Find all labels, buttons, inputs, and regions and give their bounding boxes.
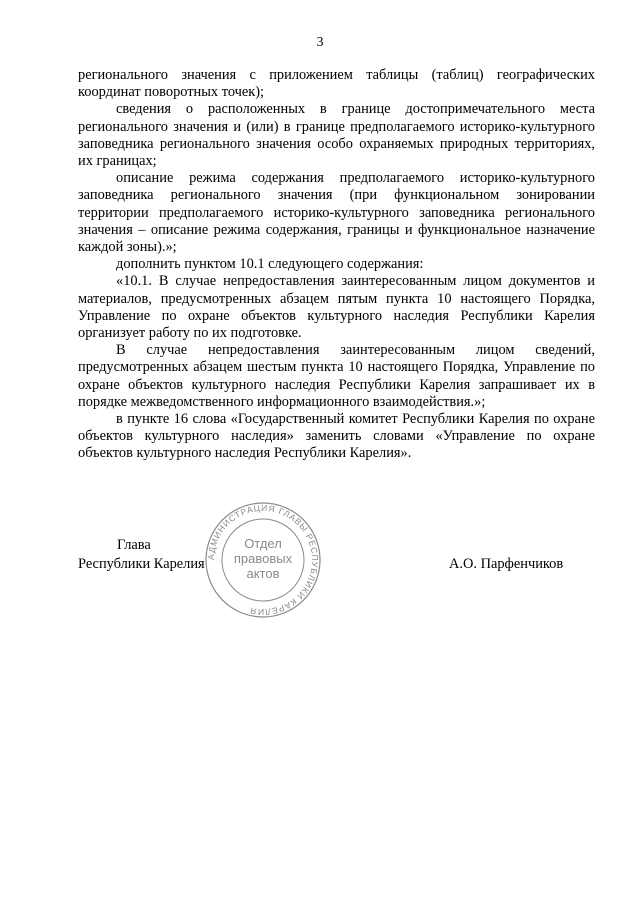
signatory-title-line1: Глава [117,537,151,553]
paragraph-1: регионального значения с приложением таблицы (таблиц) географических координат поворотных точек); [78,67,595,101]
signatory-title-line2: Республики Карелия [78,556,205,572]
stamp-line-3: актов [246,566,280,581]
paragraph-2: сведения о расположенных в границе достопримечательного места регионального значения и (или) в границе предполагаемого историко-культурного заповедника регионального значения особо охраняемых природных территориях, их границах; [78,101,595,170]
stamp-line-2: правовых [233,551,293,566]
stamp-ring-text: АДМИНИСТРАЦИЯ ГЛАВЫ РЕСПУБЛИКИ КАРЕЛИЯ [205,502,321,618]
page-number: 3 [316,35,324,50]
stamp-line-1: Отдел [244,536,282,551]
paragraph-7: в пункте 16 слова «Государственный комитет Республики Карелия по охране объектов культурного наследия» заменить словами «Управление по охране объектов культурного наследия Республики Карелия». [78,411,595,462]
signatory-name: А.О. Парфенчиков [449,556,564,572]
document-body [78,67,595,463]
paragraph-6: В случае непредоставления заинтересованным лицом сведений, предусмотренных абзацем шестым пункта 10 настоящего Порядка, Управление по охране объектов культурного наследия Республики Карелия запрашивает их в порядке межведомственного информационного взаимодействия.»; [78,342,595,410]
paragraph-4: дополнить пунктом 10.1 следующего содержания: [116,256,424,273]
paragraph-5: «10.1. В случае непредоставления заинтересованным лицом документов и материалов, предусмотренных абзацем пятым пункта 10 настоящего Порядка, Управление по охране объектов культурного наследия Республики Карелия организует работу по их подготовке. [78,273,595,342]
official-stamp [203,500,323,620]
paragraph-3: описание режима содержания предполагаемого историко-культурного заповедника регионального значения (при функциональном зонировании территории предполагаемого историко-культурного заповедника регионального значения – описание режима содержания, границы и функциональное назначение каждой зоны).»; [78,170,595,256]
